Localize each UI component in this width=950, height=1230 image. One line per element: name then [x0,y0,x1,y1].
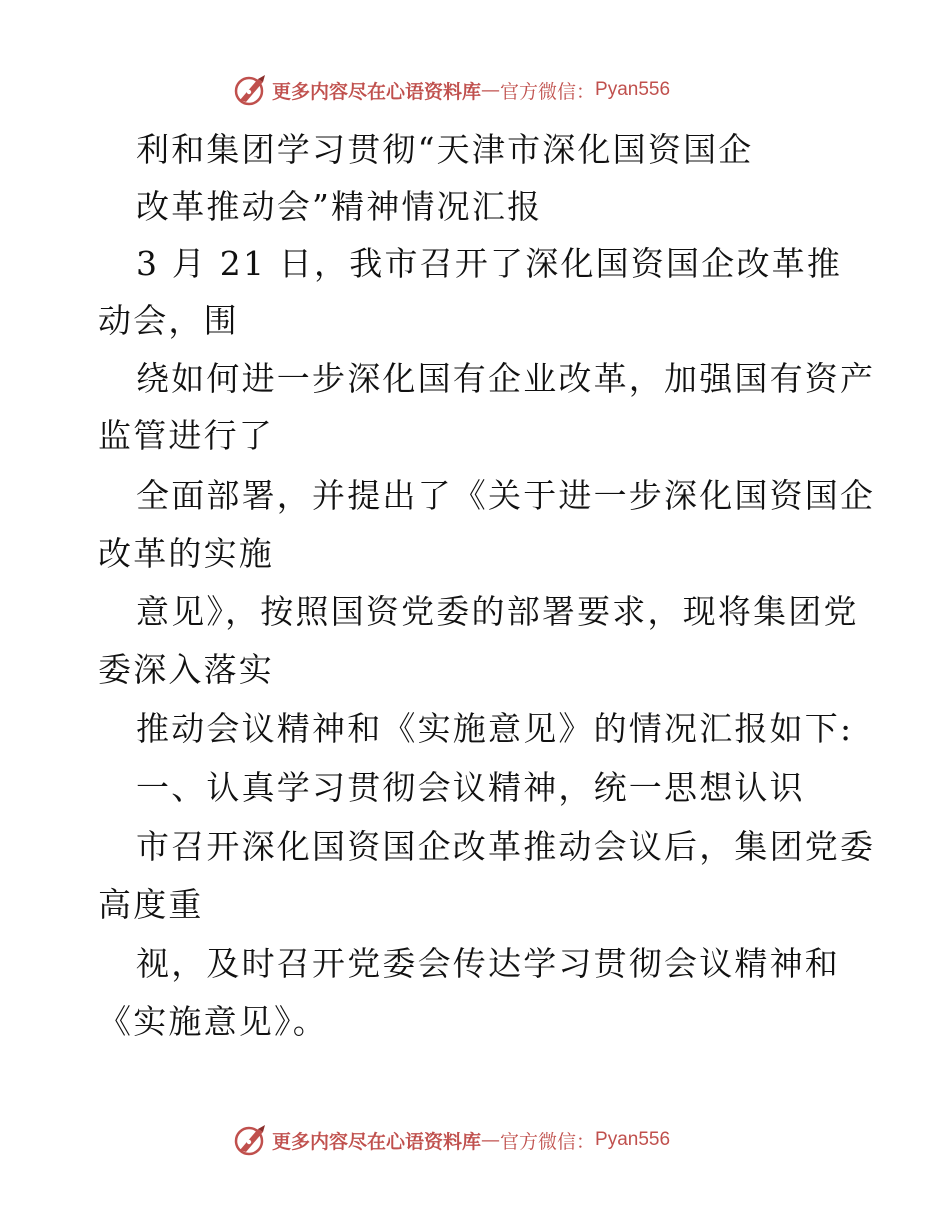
body-line: 动会，围 [98,301,239,340]
watermark-wechat-id: Pyan556 [595,1129,671,1150]
body-line: 视，及时召开党委会传达学习贯彻会议精神和 [136,944,840,983]
body-line: 改革的实施 [98,534,274,573]
body-line: 推动会议精神和《实施意见》的情况汇报如下: [136,709,854,748]
watermark-main-text: 更多内容尽在心语资料库 [272,1130,482,1153]
watermark-wechat-label: 官方微信： [500,1130,596,1153]
watermark-separator: — [481,1129,501,1151]
pen-nib-logo-icon [234,73,268,107]
watermark-wechat-id: Pyan556 [595,79,671,100]
body-line: 高度重 [98,885,204,924]
body-line: 绕如何进一步深化国有企业改革，加强国有资产 [136,359,876,398]
body-line: 全面部署，并提出了《关于进一步深化国资国企 [136,476,876,515]
body-line: 监管进行了 [98,416,274,455]
pen-nib-logo-icon [234,1123,268,1157]
watermark-separator: — [481,79,501,101]
header-watermark [234,72,670,108]
body-line: 《实施意见》。 [98,1002,328,1041]
watermark-main-text: 更多内容尽在心语资料库 [272,80,482,103]
watermark-wechat-label: 官方微信： [500,80,596,103]
section-heading-1: 一、认真学习贯彻会议精神，统一思想认识 [136,768,805,807]
body-line: 意见》，按照国资党委的部署要求，现将集团党 [136,592,859,631]
body-line: 委深入落实 [98,650,274,689]
document-title-line-1: 利和集团学习贯彻“天津市深化国资国企 [136,130,754,169]
document-title-line-2: 改革推动会”精神情况汇报 [136,187,543,226]
footer-watermark [234,1122,670,1158]
body-line: 3 月 21 日，我市召开了深化国资国企改革推 [136,244,843,283]
body-line: 市召开深化国资国企改革推动会议后，集团党委 [136,827,876,866]
